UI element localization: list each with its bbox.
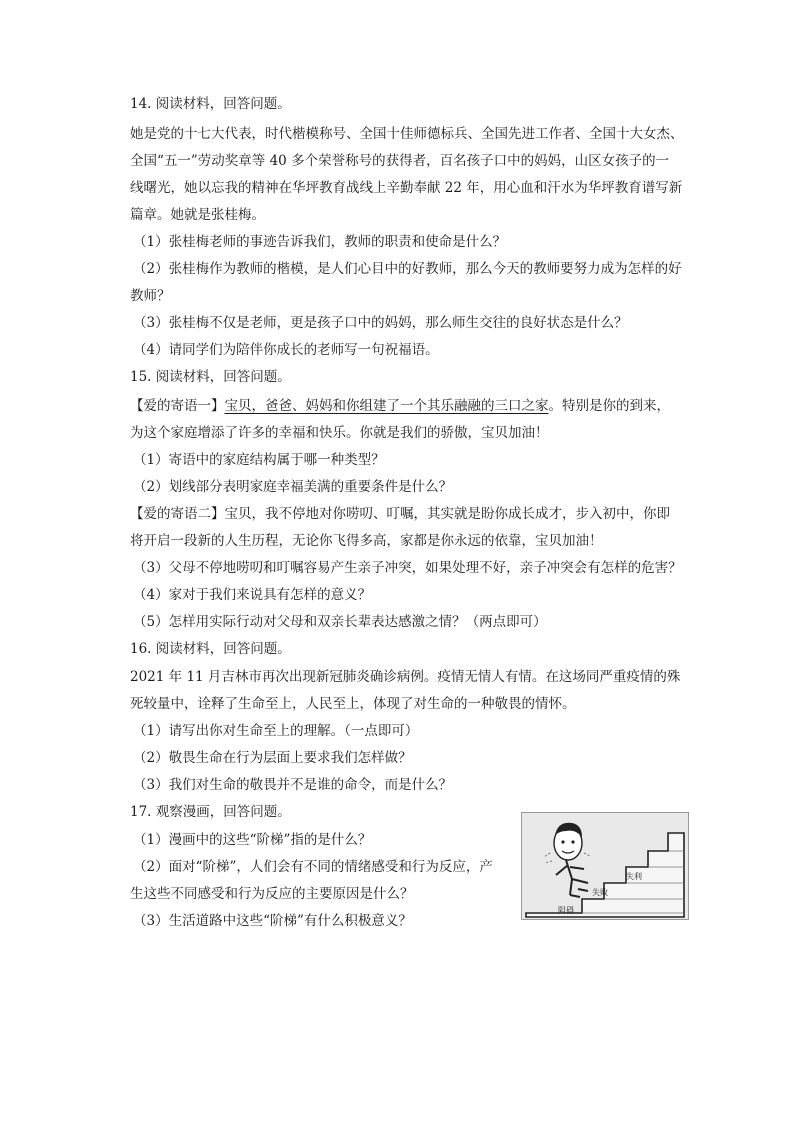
q16-heading: 16. 阅读材料，回答问题。 bbox=[130, 641, 291, 657]
q14-question-1: （1）张桂梅老师的事迹告诉我们，教师的职责和使命是什么？ bbox=[133, 234, 507, 250]
q14-material-line-2: 全国“五一”劳动奖章等 40 多个荣誉称号的获得者，百名孩子口中的妈妈，山区女孩子的一 bbox=[130, 153, 670, 169]
q15-question-4: （4）家对于我们来说具有怎样的意义？ bbox=[133, 587, 372, 603]
climbing-person-figure bbox=[554, 823, 588, 897]
q16-material-line-2: 死较量中，诠释了生命至上，人民至上，体现了对生命的一种敬畏的情怀。 bbox=[130, 696, 576, 712]
q17-question-2: （2）面对“阶梯”，人们会有不同的情绪感受和行为反应，产 bbox=[133, 859, 493, 875]
comic-label-top: 失利 bbox=[626, 872, 642, 881]
q15-letter2-line-1: 【爱的寄语二】宝贝，我不停地对你唠叨、叮嘱，其实就是盼你成长成才，步入初中，你即 bbox=[130, 506, 670, 522]
comic-label-bottom: 阻碍 bbox=[558, 906, 574, 915]
q15-letter1-label: 【爱的寄语一】 bbox=[130, 398, 225, 414]
q17-heading: 17. 观察漫画，回答问题。 bbox=[130, 804, 291, 820]
q14-material-line-4: 篇章。她就是张桂梅。 bbox=[130, 207, 265, 223]
q15-letter1-rest: 。特别是你的到来， bbox=[548, 398, 670, 414]
staircase-comic-image bbox=[521, 812, 689, 920]
q15-letter1-line-2: 为这个家庭增添了许多的幸福和快乐。你就是我们的骄傲，宝贝加油！ bbox=[130, 425, 549, 441]
stairs-shape bbox=[526, 833, 684, 917]
q14-question-2-cont: 教师？ bbox=[130, 288, 171, 304]
q15-letter1-line-1 bbox=[130, 396, 670, 416]
q17-question-1: （1）漫画中的这些“阶梯”指的是什么？ bbox=[133, 832, 372, 848]
q15-heading: 15. 阅读材料，回答问题。 bbox=[130, 369, 291, 385]
q14-question-4: （4）请同学们为陪伴你成长的老师写一句祝福语。 bbox=[133, 342, 439, 358]
q14-heading: 14. 阅读材料，回答问题。 bbox=[130, 96, 291, 112]
q15-question-3: （3）父母不停地唠叨和叮嘱容易产生亲子冲突，如果处理不好，亲子冲突会有怎样的危害？ bbox=[133, 560, 682, 576]
q16-question-1: （1）请写出你对生命至上的理解。（一点即可） bbox=[133, 723, 419, 739]
q15-question-2: （2）划线部分表明家庭幸福美满的重要条件是什么？ bbox=[133, 479, 453, 495]
staircase-comic-drawing bbox=[522, 813, 688, 919]
q15-letter1-underlined: 宝贝，爸爸、妈妈和你组建了一个其乐融融的三口之家 bbox=[224, 398, 549, 414]
q17-question-3: （3）生活道路中这些“阶梯”有什么积极意义？ bbox=[133, 913, 412, 929]
q14-question-3: （3）张桂梅不仅是老师，更是孩子口中的妈妈，那么师生交往的良好状态是什么？ bbox=[133, 315, 628, 331]
q17-question-2-cont: 生这些不同感受和行为反应的主要原因是什么？ bbox=[130, 886, 414, 902]
q16-question-3: （3）我们对生命的敬畏并不是谁的命令，而是什么？ bbox=[133, 777, 453, 793]
q16-material-line-1: 2021 年 11 月吉林市再次出现新冠肺炎确诊病例。疫情无情人有情。在这场同严重疫情的殊 bbox=[130, 669, 681, 685]
q15-letter2-line-2: 将开启一段新的人生历程，无论你飞得多高，家都是你永远的依靠，宝贝加油！ bbox=[130, 533, 603, 549]
comic-label-middle: 失败 bbox=[592, 888, 608, 897]
q15-question-1: （1）寄语中的家庭结构属于哪一种类型？ bbox=[133, 452, 385, 468]
q14-material-line-1: 她是党的十七大代表，时代楷模称号、全国十佳师德标兵、全国先进工作者、全国十大女杰、 bbox=[130, 126, 684, 142]
q14-question-2: （2）张桂梅作为教师的楷模，是人们心目中的好教师，那么今天的教师要努力成为怎样的好 bbox=[133, 261, 682, 277]
q16-question-2: （2）敬畏生命在行为层面上要求我们怎样做？ bbox=[133, 750, 412, 766]
q15-question-5: （5）怎样用实际行动对父母和双亲长辈表达感激之情？（两点即可） bbox=[133, 614, 547, 630]
q14-material-line-3: 线曙光，她以忘我的精神在华坪教育战线上辛勤奉献 22 年，用心血和汗水为华坪教育谱写新 bbox=[130, 180, 683, 196]
